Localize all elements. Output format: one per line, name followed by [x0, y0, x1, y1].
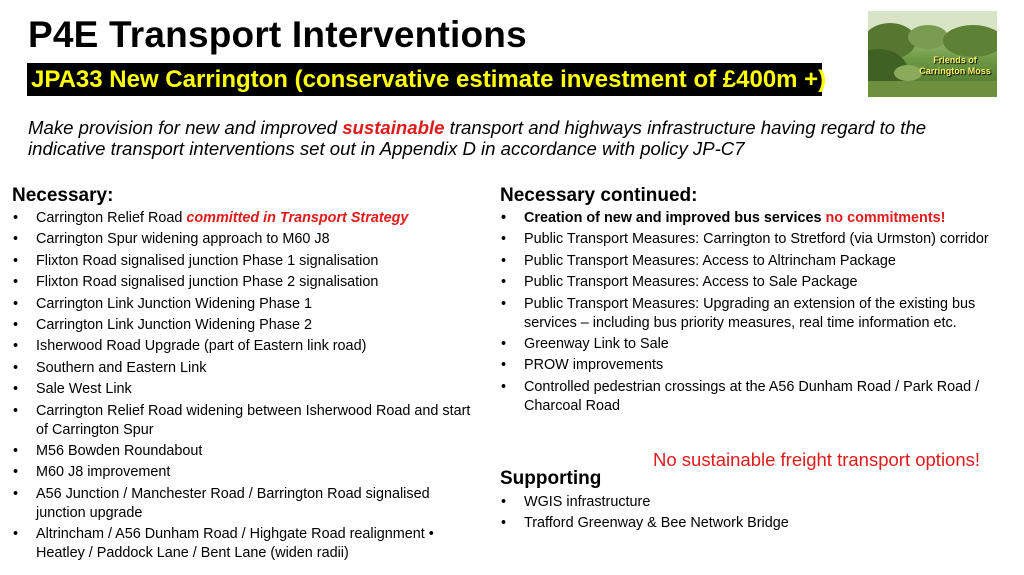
list-item: • Isherwood Road Upgrade (part of Eastern link road): [12, 337, 472, 356]
list-item: • A56 Junction / Manchester Road / Barrington Road signalised junction upgrade: [12, 485, 472, 523]
commitment-note: committed in Transport Strategy: [186, 210, 409, 226]
list-item: • Carrington Link Junction Widening Phase 1: [12, 295, 472, 314]
list-item: • Creation of new and improved bus services no commitments!: [500, 209, 1015, 228]
necessary-heading: Necessary:: [12, 185, 114, 206]
list-item: • Altrincham / A56 Dunham Road / Highgate Road realignment • Heatley / Paddock Lane / Bent Lane (widen radii): [12, 525, 472, 563]
commitment-note: no commitments!: [825, 210, 946, 226]
list-item: • Public Transport Measures: Carrington to Stretford (via Urmston) corridor: [500, 230, 1015, 249]
friends-of-carrington-moss-logo: [868, 11, 997, 97]
list-item: • Flixton Road signalised junction Phase 1 signalisation: [12, 252, 472, 271]
list-item: • Controlled pedestrian crossings at the A56 Dunham Road / Park Road / Charcoal Road: [500, 378, 1015, 416]
necessary-list: [12, 209, 472, 563]
list-item: • PROW improvements: [500, 356, 1015, 375]
necessary-continued-list: [500, 209, 1015, 416]
list-item: • Southern and Eastern Link: [12, 359, 472, 378]
list-item: • Public Transport Measures: Access to Altrincham Package: [500, 252, 1015, 271]
freight-warning: No sustainable freight transport options!: [653, 449, 981, 470]
list-item: • M56 Bowden Roundabout: [12, 442, 472, 461]
sustainable-highlight: sustainable: [342, 117, 445, 138]
necessary-continued-heading: Necessary continued:: [500, 185, 698, 206]
landscape-photo-icon: [868, 11, 997, 97]
necessary-continued-section: [500, 185, 1015, 418]
list-item: • Sale West Link: [12, 380, 472, 399]
list-item: • Carrington Relief Road committed in Transport Strategy: [12, 209, 472, 228]
list-item: • Carrington Spur widening approach to M60 J8: [12, 230, 472, 249]
supporting-section: [500, 468, 1015, 536]
list-item: • Greenway Link to Sale: [500, 335, 1015, 354]
list-item: • Public Transport Measures: Access to Sale Package: [500, 273, 1015, 292]
list-item: • Flixton Road signalised junction Phase 2 signalisation: [12, 273, 472, 292]
list-item: • Carrington Relief Road widening between Isherwood Road and start of Carrington Spur: [12, 402, 472, 440]
necessary-section: [12, 185, 472, 565]
list-item: • Trafford Greenway & Bee Network Bridge: [500, 514, 1015, 533]
supporting-heading: Supporting: [500, 468, 602, 489]
logo-caption: Friends of Carrington Moss: [919, 55, 991, 76]
supporting-list: [500, 493, 1015, 533]
page-title: P4E Transport Interventions: [28, 14, 527, 55]
site-banner: JPA33 New Carrington (conservative estimate investment of £400m +): [27, 63, 822, 96]
intro-statement: Make provision for new and improved sustainable transport and highways infrastructure having regard to the indicative transport interventions set out in Appendix D in accordance with policy JP-C7: [28, 117, 927, 159]
list-item: • Carrington Link Junction Widening Phase 2: [12, 316, 472, 335]
list-item: • Public Transport Measures: Upgrading an extension of the existing bus services – including bus priority measures, real time information etc.: [500, 295, 1015, 333]
list-item: • WGIS infrastructure: [500, 493, 1015, 512]
list-item: • M60 J8 improvement: [12, 463, 472, 482]
